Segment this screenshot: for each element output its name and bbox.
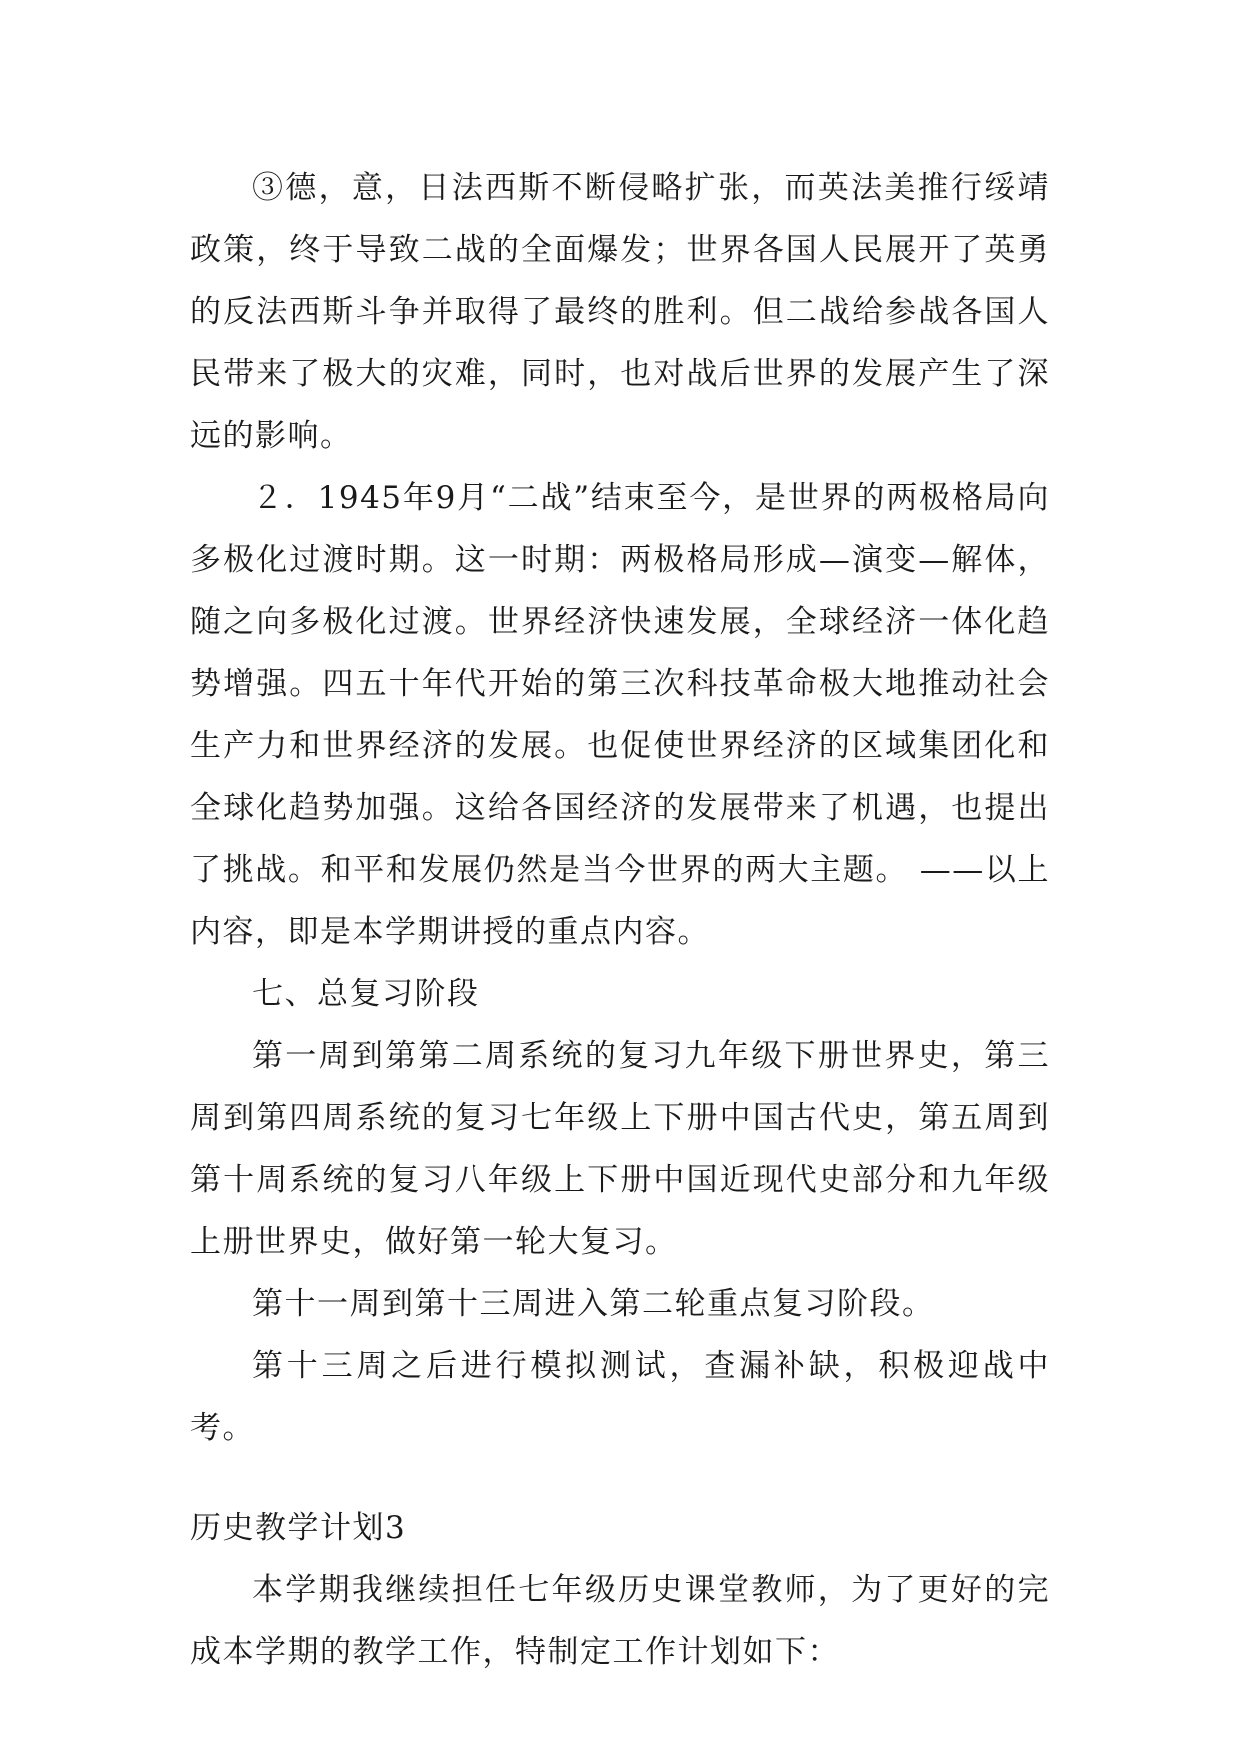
paragraph-mock-tests: 第十三周之后进行模拟测试，查漏补缺，积极迎战中考。 <box>190 1348 1050 1446</box>
heading-review-stage: 七、总复习阶段 <box>252 976 480 1012</box>
paragraph-postwar-period: ２．1945年9月“二战”结束至今，是世界的两极格局向多极化过渡时期。这一时期：两极格局形成—演变—解体，随之向多极化过渡。世界经济快速发展，全球经济一体化趋势增强。四五十年代开始的第三次科技革命极大地推动社会生产力和世界经济的发展。也促使世界经济的区域集团化和全球化趋势加强。这给各国经济的发展带来了机遇，也提出了挑战。和平和发展仍然是当今世界的两大主题。 ——以上内容，即是本学期讲授的重点内容。 <box>190 480 1050 950</box>
paragraph-ww2-outbreak: ③德，意，日法西斯不断侵略扩张，而英法美推行绥靖政策，终于导致二战的全面爆发；世界各国人民展开了英勇的反法西斯斗争并取得了最终的胜利。但二战给参战各国人民带来了极大的灾难，同时，也对战后世界的发展产生了深远的影响。 <box>190 170 1050 454</box>
paragraph-review-second-round: 第十一周到第十三周进入第二轮重点复习阶段。 <box>252 1286 935 1322</box>
paragraph-review-first-round: 第一周到第第二周系统的复习九年级下册世界史，第三周到第四周系统的复习七年级上下册中国古代史，第五周到第十周系统的复习八年级上下册中国近现代史部分和九年级上册世界史，做好第一轮大复习。 <box>190 1038 1050 1260</box>
document-body <box>190 157 1050 1683</box>
section-title: 历史教学计划3 <box>190 1510 407 1546</box>
paragraph-plan-intro: 本学期我继续担任七年级历史课堂教师，为了更好的完成本学期的教学工作，特制定工作计划如下： <box>190 1572 1050 1670</box>
